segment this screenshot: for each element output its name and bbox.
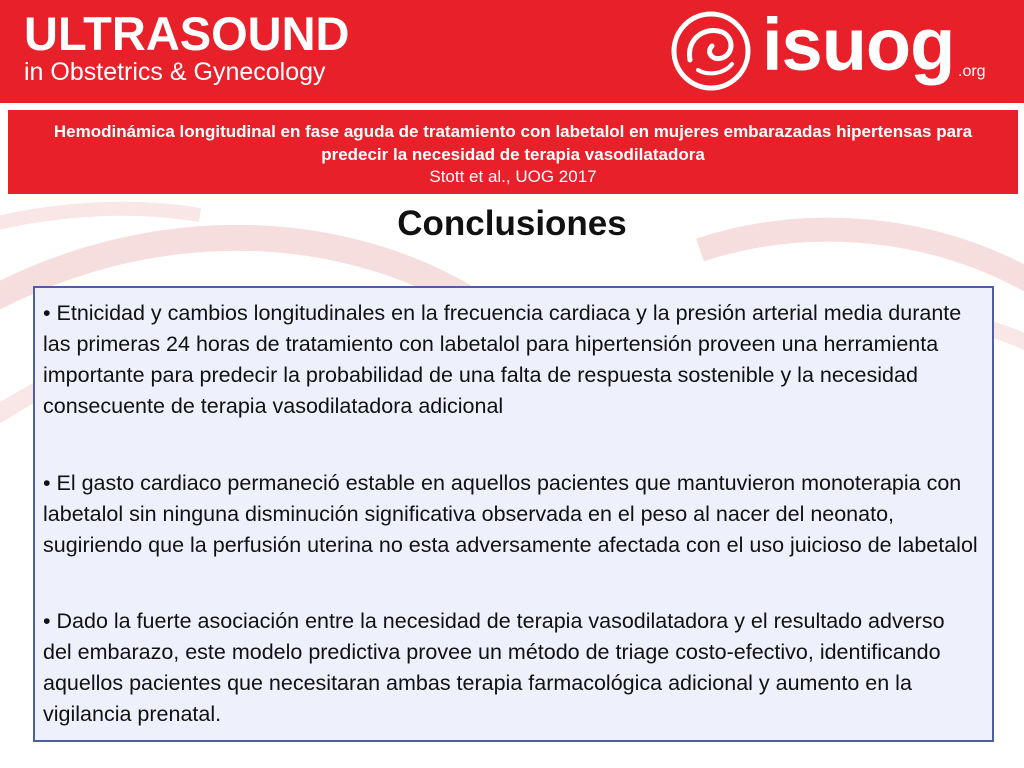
article-banner	[8, 110, 1018, 194]
journal-subtitle: in Obstetrics & Gynecology	[24, 58, 326, 86]
section-title: Conclusiones	[397, 204, 627, 243]
conclusion-item: • Dado la fuerte asociación entre la necesidad de terapia vasodilatadora y el resultado adverso del embarazo, este modelo predictiva provee un método de triage costo-efectivo, identificando aquellos pacientes que necesitaran ambas terapia farmacológica adicional y aumento en la vigilancia prenatal.	[43, 609, 945, 726]
isuog-logo	[668, 3, 1008, 98]
conclusions-box	[33, 286, 994, 742]
isuog-fetus-logo-icon	[668, 8, 754, 94]
journal-header	[0, 0, 1024, 103]
article-citation: Stott et al., UOG 2017	[429, 167, 597, 186]
conclusion-item: • El gasto cardiaco permaneció estable en aquellos pacientes que mantuvieron monoterapia con labetalol sin ninguna disminución significativa observada en el peso al nacer del neonato, sugiriendo que la perfusión uterina no esta adversamente afectada con el uso juicioso de labetalol	[43, 471, 978, 557]
isuog-logo-suffix: .org	[958, 63, 986, 80]
isuog-logo-text: isuog	[762, 3, 955, 86]
conclusion-item: • Etnicidad y cambios longitudinales en la frecuencia cardiaca y la presión arterial media durante las primeras 24 horas de tratamiento con labetalol para hipertensión proveen una herramienta importante para predecir la probabilidad de una falta de respuesta sostenible y la necesidad consecuente de terapia vasodilatadora adicional	[43, 301, 962, 418]
article-title: Hemodinámica longitudinal en fase aguda de tratamiento con labetalol en mujeres embarazadas hipertensas para predecir la necesidad de terapia vasodilatadora	[53, 122, 973, 164]
journal-title: ULTRASOUND	[24, 7, 350, 60]
